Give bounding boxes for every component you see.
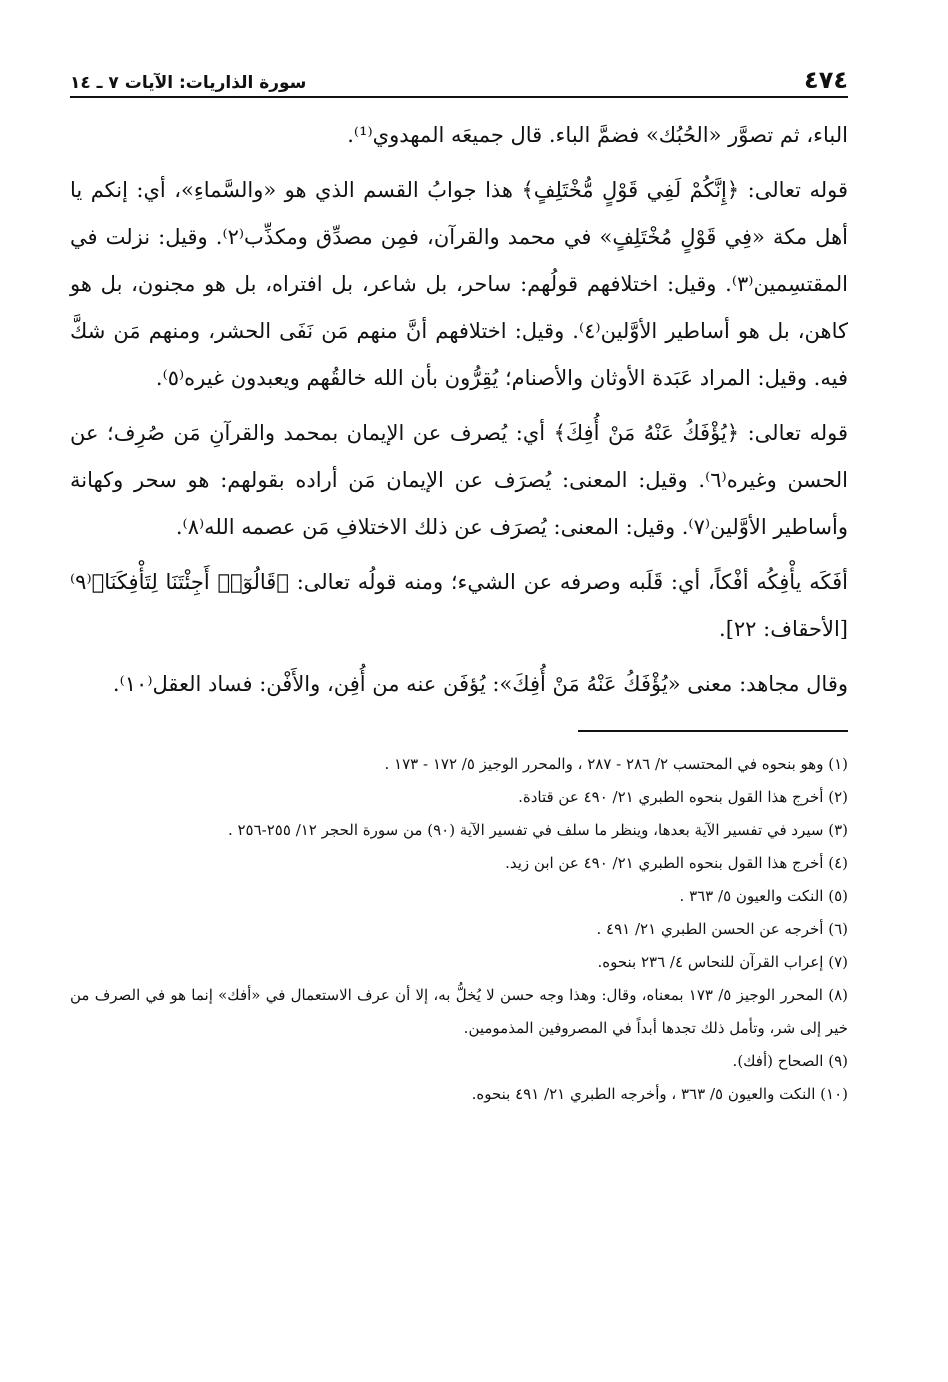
main-text	[70, 112, 848, 708]
footnote-divider	[578, 730, 848, 732]
page-header	[70, 60, 848, 98]
paragraph: أفَكَه يأْفِكُه أفْكاً، أي: قَلَبه وصرفه عن الشيء؛ ومنه قولُه تعالى: ﴿قَالُوٓا۟ أَجِئْتَنَا لِتَأْفِكَنَا﴾⁽٩⁾ [الأحقاف: ٢٢].	[70, 570, 848, 641]
footnote: (١٠) النكت والعيون ٥/ ٣٦٣ ، وأخرجه الطبري ٢١/ ٤٩١ بنحوه.	[471, 1085, 848, 1103]
page-number: ٤٧٤	[804, 66, 848, 94]
paragraph: وقال مجاهد: معنى «يُؤْفَكُ عَنْهُ مَنْ أُفِكَ»: يُؤفَن عنه من أُفِن، والأَفْن: فساد العقل⁽١٠⁾.	[112, 672, 848, 696]
footnote: (٤) أخرج هذا القول بنحوه الطبري ٢١/ ٤٩٠ عن ابن زيد.	[505, 854, 848, 872]
footnote: (٣) سيرد في تفسير الآية بعدها، وينظر ما سلف في تفسير الآية (٩٠) من سورة الحجر ١٢/ ٢٥٥-٢٥٦ .	[227, 821, 848, 839]
paragraph: الباء، ثم تصوَّر «الحُبُك» فضمَّ الباء. قال جميعَه المهدوي⁽¹⁾.	[347, 123, 848, 147]
running-title: سورة الذاريات: الآيات ٧ ـ ١٤	[70, 73, 307, 93]
paragraph: قوله تعالى: ﴿يُؤْفَكُ عَنْهُ مَنْ أُفِكَ﴾ أي: يُصرف عن الإيمان بمحمد والقرآنِ مَن صُرِف؛ عن الحسن وغيره⁽٦⁾. وقيل: المعنى: يُصرَف عن الإيمان مَن أراده بقولهم: هو سحر وكهانة وأساطير الأوَّلين⁽٧⁾. وقيل: المعنى: يُصرَف عن ذلك الاختلافِ مَن عصمه الله⁽٨⁾.	[70, 421, 849, 539]
book-page	[70, 60, 848, 1360]
footnote: (٥) النكت والعيون ٥/ ٣٦٣ .	[679, 887, 848, 905]
footnote: (٧) إعراب القرآن للنحاس ٤/ ٢٣٦ بنحوه.	[597, 953, 848, 971]
footnote: (٩) الصحاح (أفك).	[732, 1052, 848, 1070]
footnote: (٢) أخرج هذا القول بنحوه الطبري ٢١/ ٤٩٠ عن قتادة.	[518, 788, 848, 806]
footnote: (١) وهو بنحوه في المحتسب ٢/ ٢٨٦ - ٢٨٧ ، والمحرر الوجيز ٥/ ١٧٢ - ١٧٣ .	[384, 755, 848, 773]
paragraph: قوله تعالى: ﴿إِنَّكُمْ لَفِي قَوْلٍ مُّخْتَلِفٍ﴾ هذا جوابُ القسم الذي هو «والسَّماءِ»، أي: إنكم يا أهل مكة «فِي قَوْلٍ مُخْتَلِفٍ» في محمد والقرآن، فمِن مصدِّق ومكذِّب⁽٢⁾. وقيل: نزلت في المقتسِمين⁽٣⁾. وقيل: اختلافهم قولُهم: ساحر، بل شاعر، بل افتراه، بل هو مجنون، بل هو كاهن، بل هو أساطير الأوَّلين⁽٤⁾. وقيل: اختلافهم أنَّ منهم مَن نَفَى الحشر، ومنهم مَن شكَّ فيه. وقيل: المراد عَبَدة الأوثان والأصنام؛ يُقِرُّون بأن الله خالقُهم ويعبدون غيره⁽٥⁾.	[70, 178, 848, 390]
footnotes	[70, 748, 848, 1111]
footnote: (٨) المحرر الوجيز ٥/ ١٧٣ بمعناه، وقال: وهذا وجه حسن لا يُخلُّ به، إلا أن عرف الاستعمال في «أفك» إنما هو في الصرف من خير إلى شر، وتأمل ذلك تجدها أبداً في المصروفين المذمومين.	[70, 986, 848, 1037]
footnote: (٦) أخرجه عن الحسن الطبري ٢١/ ٤٩١ .	[596, 920, 848, 938]
